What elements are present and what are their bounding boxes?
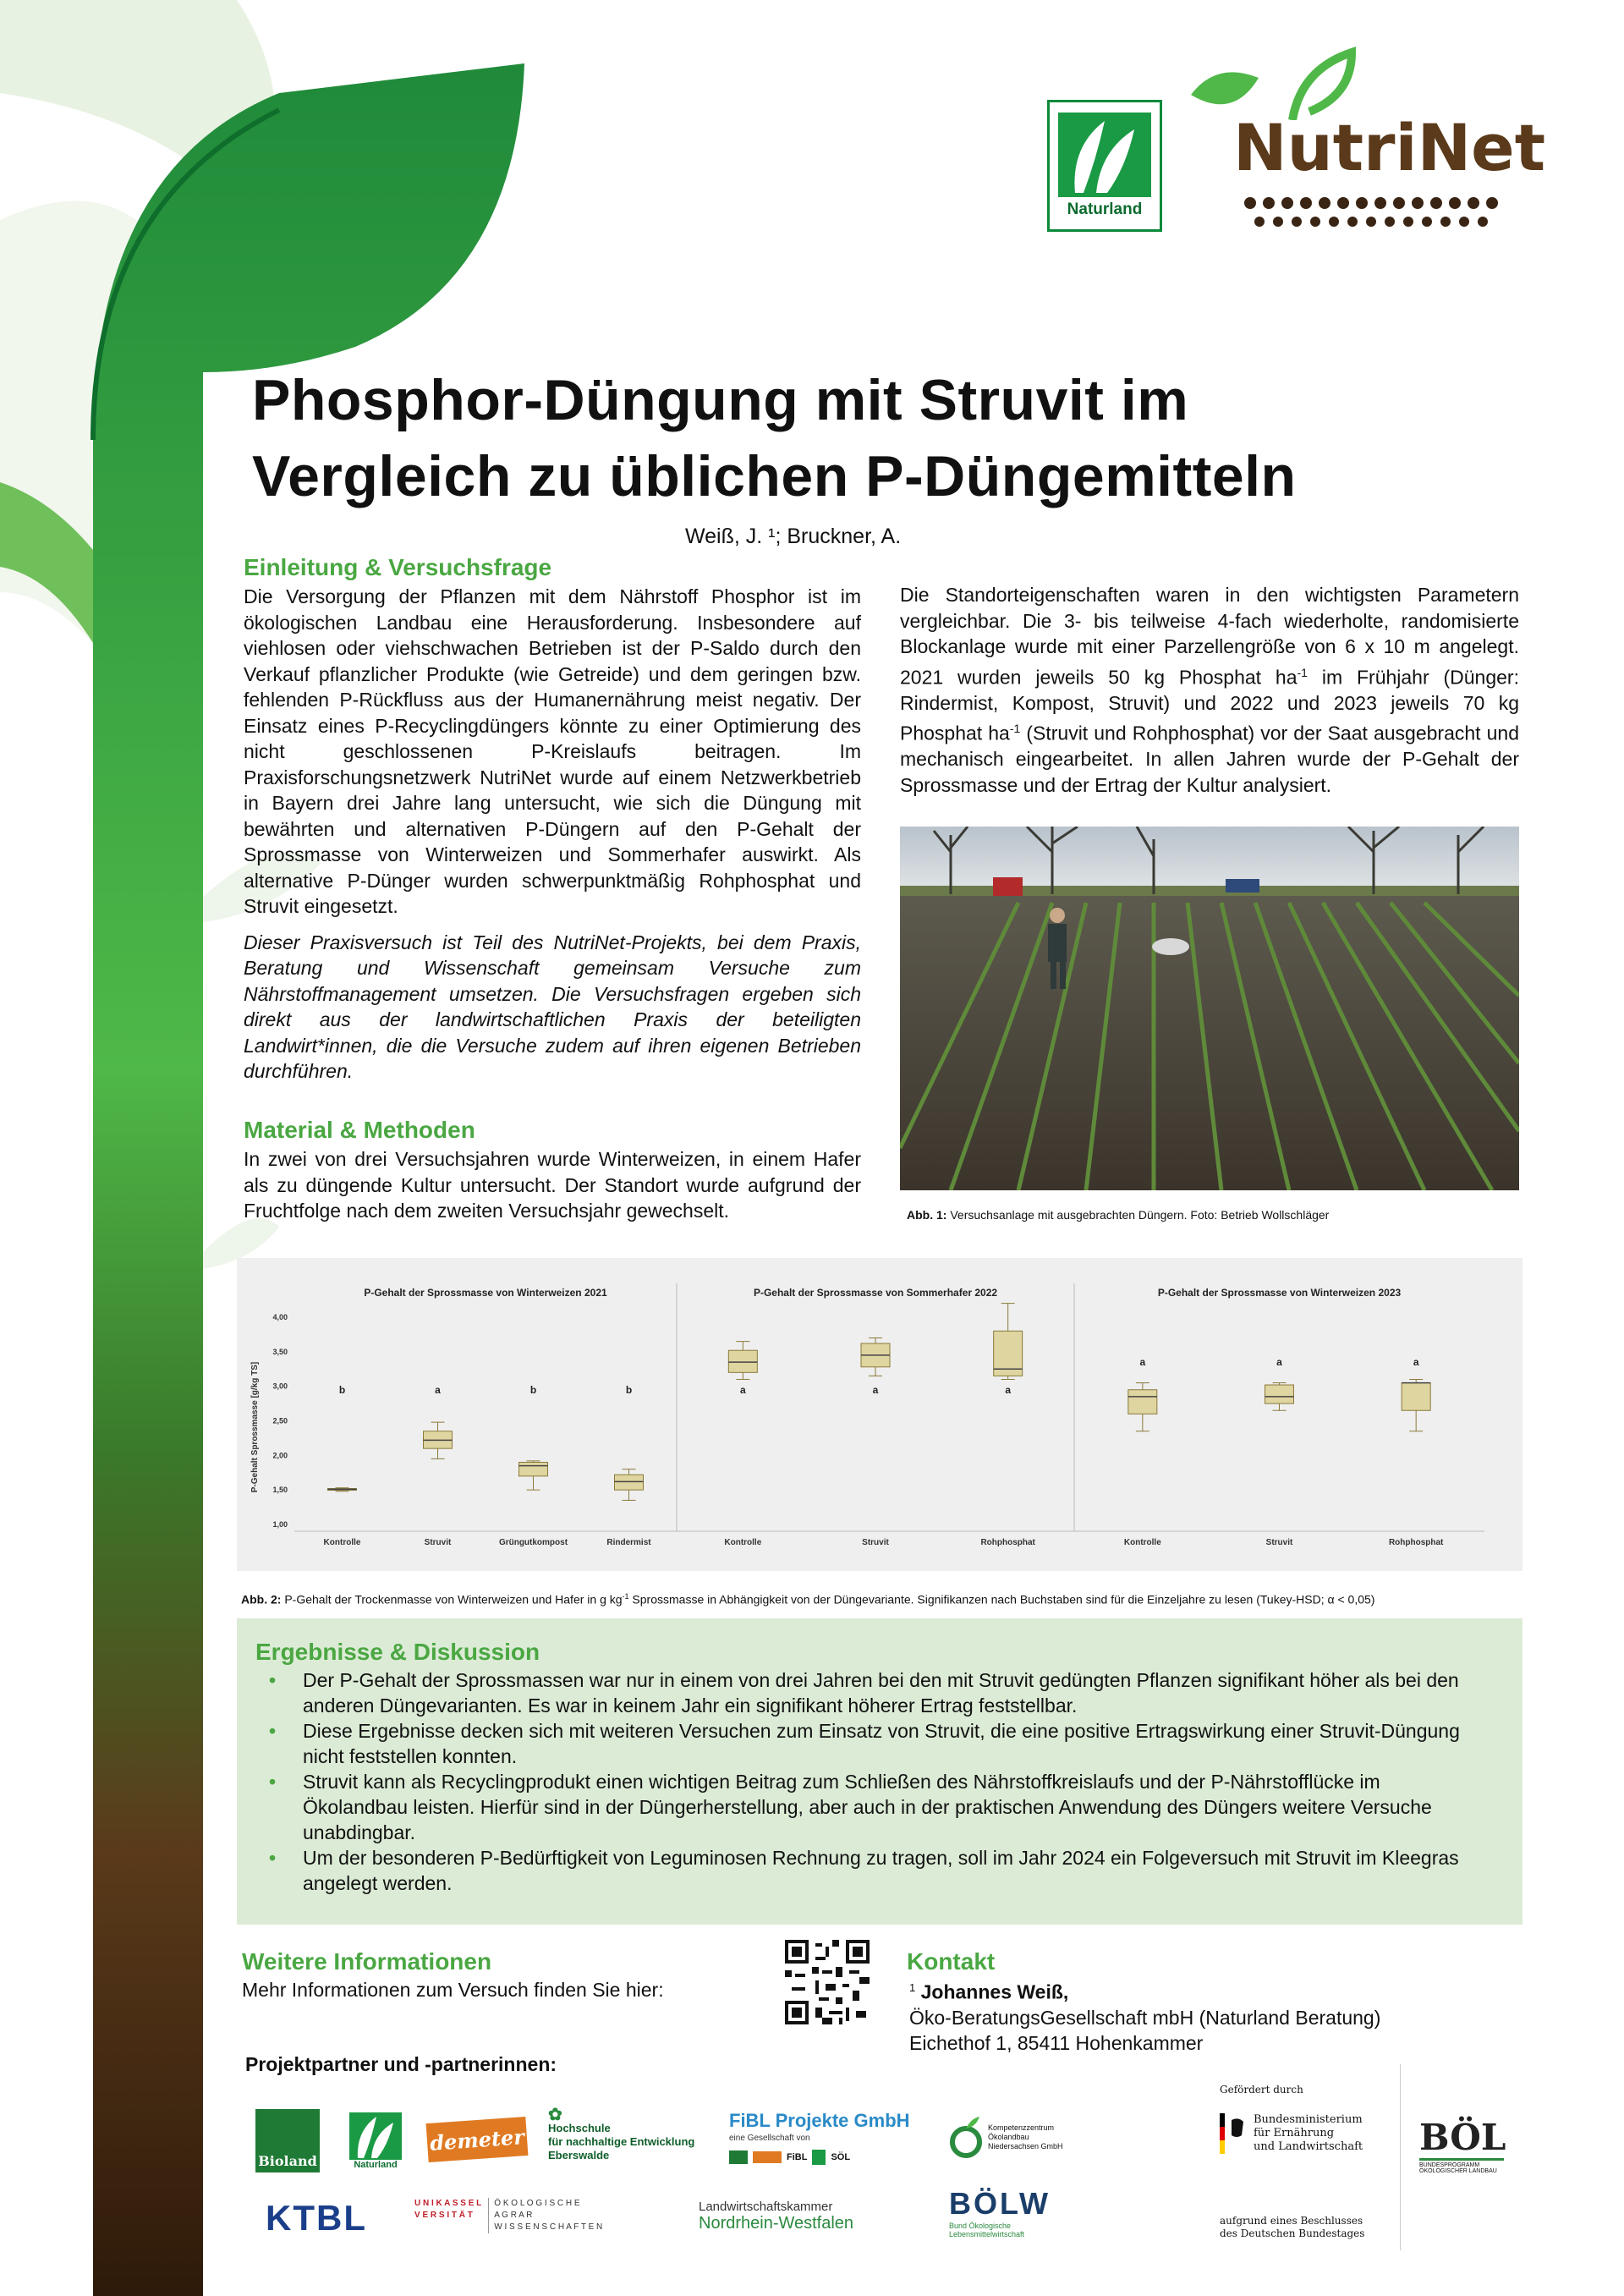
naturland-leaf-icon: [1058, 113, 1151, 197]
results-item: [254, 1718, 1472, 1769]
nutrinet-sprout-icon: [1182, 44, 1504, 120]
significance-letter: a: [435, 1383, 441, 1396]
bmel-line-3: und Landwirtschaft: [1254, 2140, 1363, 2153]
bioland-logo: [255, 2109, 320, 2172]
partners-heading: Projektpartner und -partnerinnen:: [245, 2053, 557, 2075]
results-box: [237, 1618, 1522, 1925]
y-tick-label: 2,50: [272, 1416, 288, 1425]
significance-letter: a: [1413, 1356, 1419, 1369]
figure-2-label: Abb. 2:: [241, 1592, 282, 1607]
hne-line-1: Hochschule: [548, 2122, 611, 2134]
significance-letter: a: [1276, 1356, 1282, 1369]
significance-letter: a: [739, 1383, 746, 1396]
kompetenz-line-3: Niedersachsen GmbH: [988, 2141, 1063, 2150]
lwk-line-2: Nordrhein-Westfalen: [699, 2214, 854, 2233]
contact-address: Eichethof 1, 85411 Hohenkammer: [909, 2031, 1204, 2054]
figure-2-superscript: -1: [622, 1592, 629, 1601]
bullet-icon: •: [269, 1669, 277, 1691]
authors: Weiß, J. ¹; Bruckner, A.: [685, 525, 902, 548]
y-tick-label: 4,00: [272, 1313, 288, 1321]
box: [1128, 1390, 1157, 1414]
methods-paragraph-1: In zwei von drei Versuchsjahren wurde Winterweizen, in einem Hafer als zu düngende Kultur untersucht. Der Standort wurde aufgrund der Fruchtfolge nach dem zweiten Versuchsjahr gewechselt.: [244, 1148, 861, 1222]
ktbl-logo: [252, 2200, 381, 2237]
fibl-mini-icon: FiBL: [787, 2152, 808, 2162]
significance-letter: b: [529, 1383, 537, 1396]
lwk-nrw-logo: [699, 2200, 853, 2233]
results-item-text: Der P-Gehalt der Sprossmassen war nur in einem von drei Jahren bei den mit Struvit gedüngten Pflanzen signifikant höher als bei den anderen Düngevarianten. Es war in keinem Jahr ein signifikant höherer Ertrag feststellbar.: [303, 1669, 1459, 1717]
figure-1-label: Abb. 1:: [907, 1208, 947, 1222]
panel-title: P-Gehalt der Sprossmasse von Winterweizen 2023: [1157, 1287, 1402, 1299]
kassel-line-1: U N I K A S S E L: [414, 2199, 482, 2208]
contact-name: Johannes Weiß,: [920, 1980, 1069, 2003]
bmel-line-2: für Ernährung: [1254, 2127, 1335, 2139]
contact-block: [909, 1975, 1380, 2056]
bolw-sub-2: Lebensmittelwirtschaft: [949, 2230, 1025, 2238]
nutrinet-logo: [1182, 44, 1546, 239]
naturland-partner-text: Naturland: [354, 2160, 398, 2170]
results-item-text: Diese Ergebnisse decken sich mit weiteren Versuchen zum Einsatz von Struvit, die eine positive Ertragswirkung einer Struvit-Düngung nicht feststellen konnten.: [303, 1720, 1460, 1767]
beschluss-line-2: des Deutschen Bundestages: [1220, 2227, 1365, 2239]
x-tick-label: Kontrolle: [724, 1538, 762, 1547]
field-photo: [900, 827, 1519, 1190]
figure-1-caption-text: Versuchsanlage mit ausgebrachten Düngern. Foto: Betrieb Wollschläger: [946, 1208, 1330, 1222]
bullet-icon: •: [269, 1847, 277, 1869]
figure-1-caption: [907, 1208, 1329, 1222]
figure-2-caption: [241, 1592, 1374, 1607]
field-photo-illustration: [900, 827, 1519, 1190]
kompetenz-line-1: Kompetenzzentrum: [988, 2123, 1055, 2132]
x-tick-label: Kontrolle: [1123, 1538, 1161, 1547]
y-axis-label: P-Gehalt Sprossmasse [g/kg TS]: [250, 1361, 260, 1493]
box: [1402, 1383, 1430, 1411]
x-tick-label: Rindermist: [606, 1538, 651, 1547]
demeter-logo-text: demeter: [429, 2123, 525, 2156]
kassel-right-2: A G R A R: [494, 2211, 533, 2220]
x-tick-label: Struvit: [424, 1538, 452, 1547]
x-tick-label: Rohphosphat: [1388, 1538, 1444, 1547]
x-tick-label: Kontrolle: [323, 1538, 361, 1547]
contact-superscript: 1: [909, 1981, 916, 1994]
boel-logo: [1419, 2117, 1506, 2174]
results-item-text: Struvit kann als Recyclingprodukt einen wichtigen Beitrag zum Schließen des Nährstoffkreislaufs und der P-Nährstofflücke im Ökolandbau leisten. Hierfür sind in der Düngerherstellung, aber auch in der praktischen Anwendung des Düngers weitere Versuche unabdingbar.: [303, 1771, 1432, 1843]
title-line-2: Vergleich zu üblichen P-Düngemitteln: [252, 444, 1297, 508]
info-heading: Weitere Informationen: [242, 1948, 492, 1975]
bullet-icon: •: [269, 1720, 277, 1742]
poster-title: [252, 362, 1297, 514]
bolw-sub-1: Bund Ökologische: [949, 2222, 1012, 2230]
info-text: Mehr Informationen zum Versuch finden Sie hier:: [242, 1979, 664, 2001]
naturland-logo-text: Naturland: [1067, 200, 1143, 218]
significance-letter: a: [872, 1383, 879, 1396]
fibl-title: FiBL Projekte GmbH: [729, 2110, 910, 2131]
intro-heading: Einleitung & Versuchsfrage: [244, 554, 552, 580]
nutrinet-logo-text: NutriNet: [1233, 110, 1546, 185]
boxplot-chart: [237, 1258, 1522, 1571]
y-tick-label: 1,00: [272, 1520, 288, 1529]
contact-heading: Kontakt: [907, 1948, 996, 1975]
uni-kassel-logo: [414, 2198, 602, 2233]
y-tick-label: 3,00: [272, 1381, 288, 1391]
bullet-icon: •: [269, 1771, 277, 1793]
contact-organisation: Öko-BeratungsGesellschaft mbH (Naturland Beratung): [909, 2006, 1381, 2029]
box: [519, 1463, 548, 1476]
results-item: [254, 1667, 1472, 1718]
results-item: [254, 1845, 1472, 1896]
x-tick-label: Rohphosphat: [980, 1538, 1035, 1547]
y-tick-label: 1,50: [272, 1486, 288, 1495]
box: [1265, 1385, 1294, 1403]
significance-letter: a: [1139, 1356, 1146, 1369]
significance-letter: b: [338, 1383, 346, 1396]
results-heading: Ergebnisse & Diskussion: [255, 1639, 540, 1665]
methods-p2-part-b: im Frühjahr (Dünger: Rindermist, Kompost, Struvit) und 2022 und 2023 jeweils 70 kg Phosphat ha: [900, 666, 1519, 744]
kassel-line-2: V E R S I T Ä T: [414, 2211, 473, 2220]
intro-paragraph-2: Dieser Praxisversuch ist Teil des NutriNet-Projekts, bei dem Praxis, Beratung und Wissenschaft gemeinsam Versuche zum Nährstoffmanagement umsetzen. Die Versuchsfragen ergeben sich direkt aus der landwirtschaftlichen Praxis der beteiligten Landwirt*innen, die die Versuche zudem auf ihren eigenen Betrieben durchführen.: [244, 931, 861, 1082]
results-item: [254, 1769, 1472, 1845]
kompetenz-line-2: Ökolandbau: [988, 2132, 1029, 2141]
box: [728, 1350, 757, 1372]
kompetenzzentrum-icon: [949, 2115, 983, 2159]
hne-leaf-icon: ✿: [548, 2106, 562, 2124]
y-tick-label: 2,00: [272, 1451, 288, 1460]
methods-heading: Material & Methoden: [244, 1117, 475, 1143]
hne-line-3: Eberswalde: [548, 2149, 610, 2161]
funding-divider: [1400, 2064, 1401, 2250]
results-list: [254, 1667, 1472, 1896]
intro-text: [244, 584, 861, 1095]
title-line-1: Phosphor-Düngung mit Struvit im: [252, 368, 1189, 432]
bolw-logo-text: BÖLW: [949, 2186, 1051, 2221]
results-item-text: Um der besonderen P-Bedürftigkeit von Leguminosen Rechnung zu tragen, soll im Jahr 2024 ein Folgeversuch mit Struvit im Kleegras angelegt werden.: [303, 1847, 1459, 1894]
x-tick-label: Struvit: [862, 1538, 889, 1547]
fibl-sub-logos: [729, 2150, 910, 2165]
fibl-subtitle: eine Gesellschaft von: [729, 2134, 810, 2143]
qr-code-icon[interactable]: [785, 1940, 870, 2024]
bmel-line-1: Bundesministerium: [1254, 2113, 1363, 2126]
intro-paragraph-1: Die Versorgung der Pflanzen mit dem Nährstoff Phosphor ist im ökologischen Landbau eine Herausforderung. Insbesondere auf viehlosen oder viehschwachen Betrieben ist der P-Saldo durch den Verkauf pflanzlicher Produkte (wie Getreide) und dem geringen bzw. fehlenden P-Rückfluss aus der Humanernährung meist negativ. Der Einsatz eines P-Recyclingdüngers könnte zu einer Optimierung des nicht geschlossenen P-Kreislaufs beitragen. Im Praxisforschungsnetzwerk NutriNet wurde auf einem Netzwerkbetrieb in Bayern drei Jahre lang untersucht, wie sich die Düngung mit bewährten und alternativen P-Düngern auf den P-Gehalt der Sprossmasse von Winterweizen und Sommerhafer auswirkt. Als alternative P-Dünger wurden schwerpunktmäßig Rohphosphat und Struvit eingesetzt.: [244, 585, 861, 917]
panel-title: P-Gehalt der Sprossmasse von Sommerhafer 2022: [753, 1287, 998, 1299]
naturland-mini-icon: [812, 2150, 826, 2165]
nutrinet-soil-dots-icon: [1242, 195, 1504, 235]
bioland-mini-icon: [729, 2150, 748, 2164]
bundestag-note: [1220, 2215, 1364, 2240]
bioland-logo-text: Bioland: [258, 2153, 317, 2169]
boel-underline: [1419, 2158, 1504, 2161]
kassel-right-1: Ö K O L O G I S C H E: [494, 2199, 580, 2208]
soel-mini-icon: SÖL: [831, 2152, 851, 2162]
funding-heading: Gefördert durch: [1220, 2084, 1303, 2096]
kompetenzzentrum-logo: [949, 2115, 1063, 2159]
ktbl-logo-text: KTBL: [266, 2198, 367, 2238]
box: [615, 1475, 644, 1490]
figure-2-caption-b: Sprossmasse in Abhängigkeit von der Düngevariante. Signifikanzen nach Buchstaben sind für die Einzeljahre zu lesen (Tukey-HSD; α < 0,05): [628, 1592, 1375, 1607]
panel-title: P-Gehalt der Sprossmasse von Winterweizen 2021: [364, 1287, 607, 1299]
figure-2-caption-a: P-Gehalt der Trockenmasse von Winterweizen und Hafer in g kg: [281, 1592, 623, 1607]
fibl-logo: [729, 2110, 910, 2165]
hne-logo: [548, 2108, 694, 2162]
naturland-logo: [1047, 100, 1162, 232]
methods-p2-part-a: Die Standorteigenschaften waren in den wichtigsten Parametern vergleichbar. Die 3- bis teilweise 4-fach wiederholte, randomisierte Blockanlage wurde mit einer Parzellengröße von 6 x 10 m angelegt. 2021 wurden jeweils 50 kg Phosphat ha: [900, 584, 1519, 689]
boel-sub-1: BUNDESPROGRAMM: [1419, 2162, 1480, 2168]
significance-letter: b: [625, 1383, 633, 1396]
naturland-leaf-icon: [349, 2112, 402, 2160]
naturland-partner-logo: [345, 2106, 406, 2176]
figure-2-chart: [237, 1258, 1522, 1571]
x-tick-label: Grüngutkompost: [498, 1538, 568, 1547]
federal-eagle-icon: [1220, 2113, 1245, 2156]
hne-line-2: für nachhaltige Entwicklung: [548, 2135, 695, 2148]
significance-letter: a: [1005, 1383, 1012, 1396]
boel-sub-2: ÖKOLOGISCHER LANDBAU: [1419, 2168, 1497, 2174]
x-tick-label: Struvit: [1265, 1538, 1293, 1547]
demeter-logo: [426, 2117, 529, 2162]
bmel-logo: [1220, 2113, 1363, 2156]
y-tick-label: 3,50: [272, 1347, 288, 1356]
bolw-logo: [949, 2186, 1051, 2238]
lwk-line-1: Landwirtschaftskammer: [699, 2200, 833, 2214]
unit-superscript: -1: [1009, 722, 1021, 736]
boel-logo-text: BÖL: [1419, 2117, 1506, 2158]
beschluss-line-1: aufgrund eines Beschlusses: [1220, 2215, 1363, 2227]
methods-paragraph-2: [900, 582, 1519, 798]
unit-superscript: -1: [1297, 665, 1308, 679]
demeter-mini-icon: [753, 2151, 782, 2163]
kassel-right-3: W I S S E N S C H A F T E N: [494, 2222, 603, 2232]
methods-p2-part-c: (Struvit und Rohphosphat) vor der Saat ausgebracht und mechanisch eingearbeitet. In allen Jahren wurde der P-Gehalt der Sprossmasse und der Ertrag der Kultur analysiert.: [900, 722, 1519, 796]
